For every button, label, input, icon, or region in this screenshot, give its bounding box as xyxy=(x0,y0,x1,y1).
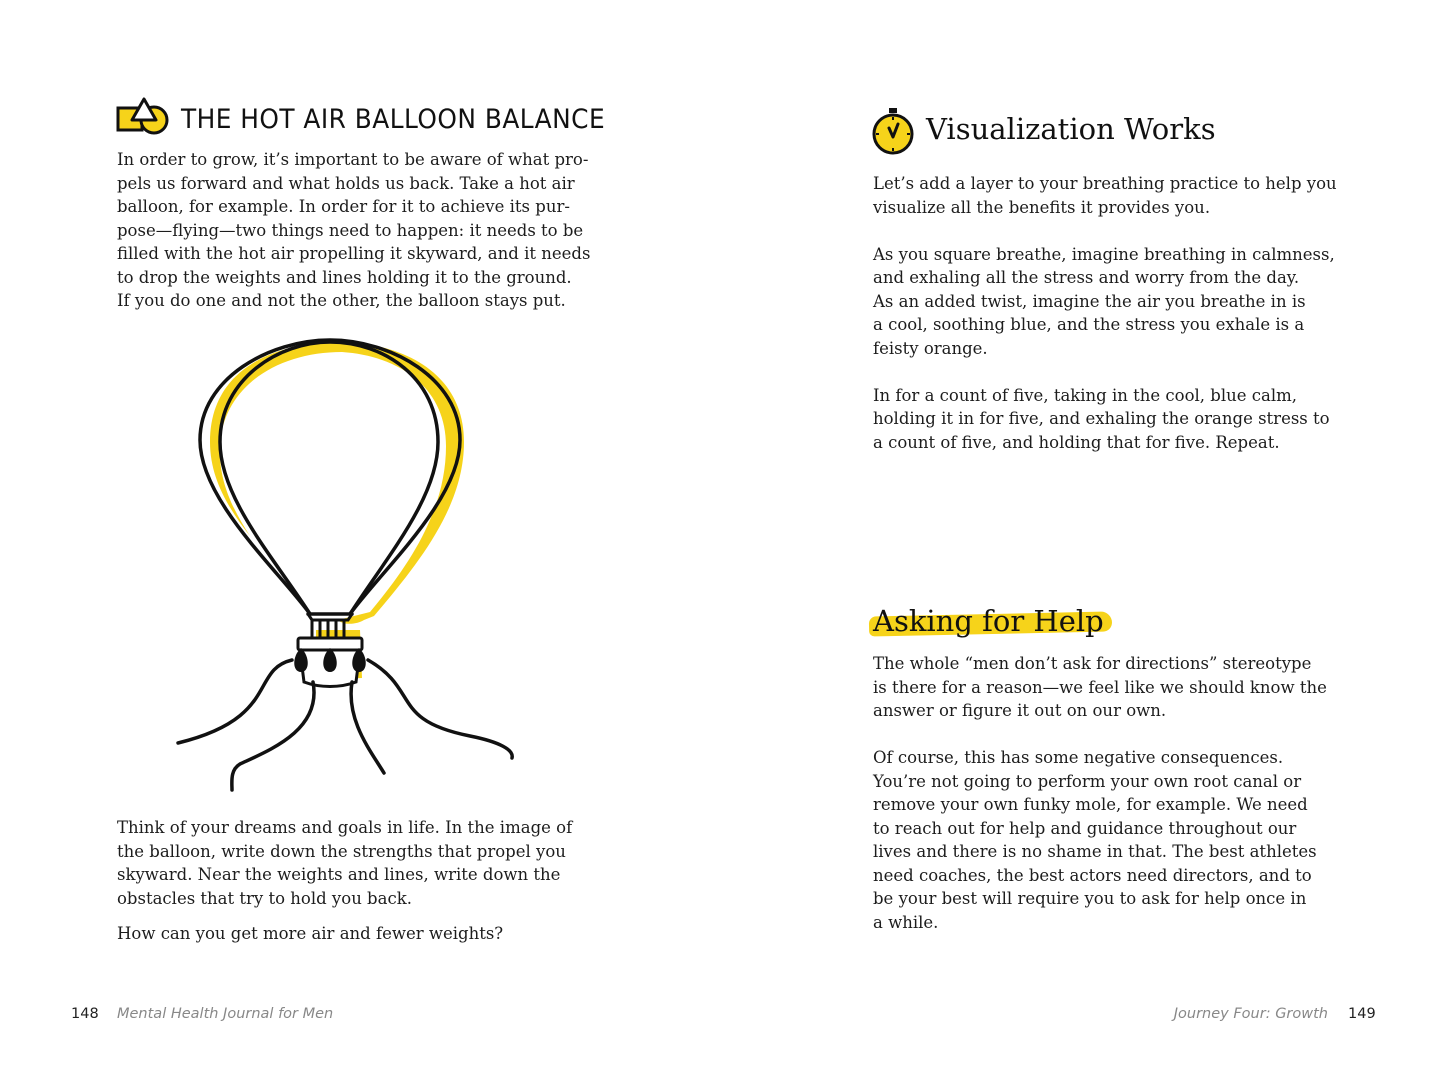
text-line: visualize all the benefits it provides you. xyxy=(873,197,1211,217)
text-line: a cool, soothing blue, and the stress you exhale is a xyxy=(873,315,1305,334)
text-line: answer or figure it out on our own. xyxy=(873,701,1167,720)
text-line: to reach out for help and guidance throughout our xyxy=(873,818,1297,838)
text-line: to drop the weights and lines holding it to the ground. xyxy=(117,267,572,287)
text-line: pose—flying—two things need to happen: it needs to be xyxy=(117,220,584,240)
text-line: holding it in for five, and exhaling the orange stress to xyxy=(873,409,1330,428)
text-line: Let’s add a layer to your breathing practice to help you xyxy=(873,174,1337,193)
help-body xyxy=(873,652,1327,934)
intro-paragraph xyxy=(117,148,590,313)
shapes-icon xyxy=(116,96,172,136)
text-line: feisty orange. xyxy=(873,338,988,358)
text-line: In for a count of five, taking in the cool, blue calm, xyxy=(873,385,1298,405)
text-line: remove your own funky mole, for example. We need xyxy=(873,795,1308,814)
text-line: lives and there is no shame in that. The best athletes xyxy=(873,842,1317,861)
page-number: 149 xyxy=(1348,1006,1376,1022)
hot-air-balloon-illustration xyxy=(170,330,530,800)
text-line: and exhaling all the stress and worry from the day. xyxy=(873,268,1300,287)
text-line: If you do one and not the other, the balloon stays put. xyxy=(117,291,566,310)
running-title: Mental Health Journal for Men xyxy=(117,1006,334,1022)
text-line: Think of your dreams and goals in life. In the image of xyxy=(117,818,573,837)
left-page xyxy=(0,0,722,1084)
visualization-title: Visualization Works xyxy=(926,112,1216,146)
text-line: the balloon, write down the strengths that propel you xyxy=(117,841,566,861)
right-page xyxy=(722,0,1445,1084)
asking-for-help-title: Asking for Help xyxy=(873,604,1104,638)
text-line: As you square breathe, imagine breathing in calmness, xyxy=(873,244,1335,264)
stopwatch-icon xyxy=(871,107,915,155)
question-paragraph xyxy=(117,922,503,946)
text-line: The whole “men don’t ask for directions” stereotype xyxy=(873,654,1312,673)
text-line: In order to grow, it’s important to be aware of what pro- xyxy=(117,150,589,169)
text-line: a while. xyxy=(873,912,939,932)
visualization-body xyxy=(873,172,1337,454)
text-line: pels us forward and what holds us back. Take a hot air xyxy=(117,173,575,193)
page-number: 148 xyxy=(71,1006,99,1022)
text-line: is there for a reason—we feel like we should know the xyxy=(873,677,1327,697)
section-title: THE HOT AIR BALLOON BALANCE xyxy=(181,104,606,135)
text-line: filled with the hot air propelling it skyward, and it needs xyxy=(117,244,591,263)
text-line: How can you get more air and fewer weights? xyxy=(117,924,504,943)
prompt-paragraph xyxy=(117,816,572,910)
text-line: obstacles that try to hold you back. xyxy=(117,888,412,908)
text-line: balloon, for example. In order for it to achieve its pur- xyxy=(117,197,570,216)
text-line: need coaches, the best actors need directors, and to xyxy=(873,865,1312,885)
text-line: Of course, this has some negative consequences. xyxy=(873,748,1284,767)
text-line: skyward. Near the weights and lines, write down the xyxy=(117,865,561,884)
running-title: Journey Four: Growth xyxy=(1173,1006,1328,1022)
text-line: be your best will require you to ask for help once in xyxy=(873,889,1307,908)
text-line: As an added twist, imagine the air you breathe in is xyxy=(873,291,1306,311)
text-line: a count of five, and holding that for five. Repeat. xyxy=(873,432,1280,452)
text-line: You’re not going to perform your own root canal or xyxy=(873,771,1302,791)
